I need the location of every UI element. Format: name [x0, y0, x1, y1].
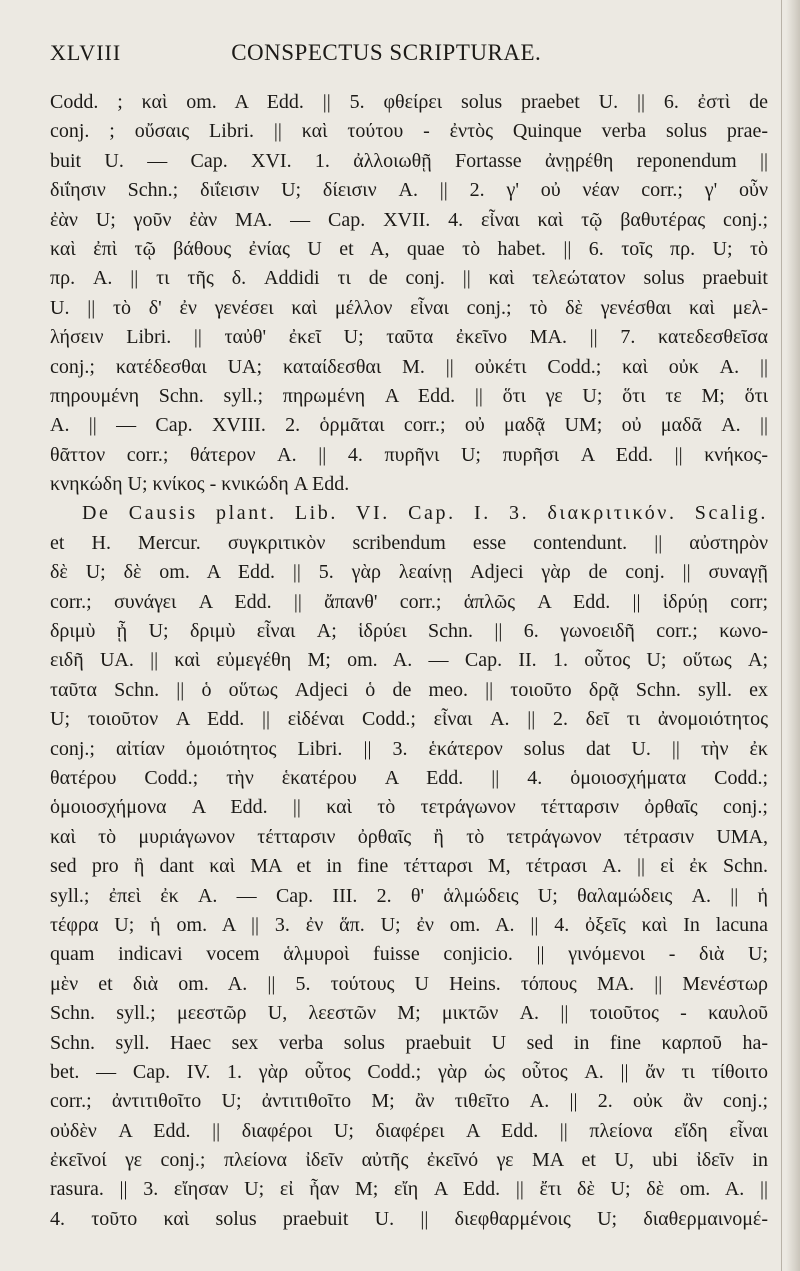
text-line: ἐκεῖνοί γε conj.; πλείονα ἰδεῖν αὐτῆς ἐκεῖνό γε MA et U, ubi ἰδεῖν in — [50, 1149, 768, 1172]
text-line: A. || — Cap. XVIII. 2. ὁρμᾶται corr.; οὐ μαδᾷ UM; οὐ μαδᾶ A. || — [50, 414, 768, 437]
running-title: CONSPECTUS SCRIPTURAE. — [231, 40, 542, 65]
text-line: οὐδὲν A Edd. || διαφέροι U; διαφέρει A Edd. || πλείονα εἴδη εἶναι — [50, 1119, 768, 1142]
text-line: U; τοιοῦτον A Edd. || εἰδέναι Codd.; εἶναι A. || 2. δεῖ τι ἀνομοιότητος — [50, 708, 768, 731]
text-line: ειδῆ UA. || καὶ εὐμεγέθη M; om. A. — Cap. II. 1. οὗτος U; οὕτως A; — [50, 649, 768, 672]
text-line: conj.; κατέδεσθαι UA; καταίδεσθαι M. || οὐκέτι Codd.; καὶ οὐκ A. || — [50, 355, 768, 378]
text-line: quam indicavi vocem ἁλμυροὶ fuisse conjicio. || γινόμενοι - διὰ U; — [50, 943, 768, 966]
text-line: καὶ τὸ μυριάγωνον τέτταρσιν ὀρθαῖς ἢ τὸ τετράγωνον τέτρασιν UMA, — [50, 825, 768, 848]
text-line: κνηκώδη U; κνίκος - κνικώδη A Edd. — [50, 473, 350, 496]
text-line: syll.; ἐπεὶ ἐκ A. — Cap. III. 2. θ' ἁλμώδεις U; θαλαμώδεις A. || ἡ — [50, 884, 768, 907]
text-line: μὲν et διὰ om. A. || 5. τούτους U Heins. τόπους MA. || Μενέστωρ — [50, 972, 768, 995]
text-line: sed pro ἢ dant καὶ MA et in fine τέτταρσι M, τέτρασι A. || εἰ ἐκ Schn. — [50, 855, 768, 878]
text-line: Schn. syll.; μεεστῶρ U, λεεστῶν M; μικτῶν A. || τοιοῦτος - καυλοῦ — [50, 1002, 768, 1025]
text-line: πρ. A. || τι τῆς δ. Addidi τι de conj. || καὶ τελεώτατον solus praebuit — [50, 267, 768, 290]
folio-number: XLVIII — [50, 40, 122, 65]
text-line: corr.; ἀντιτιθοῖτο U; ἀντιτιθοῖτο M; ἂν τιθεῖτο A. || 2. οὐκ ἂν conj.; — [50, 1090, 768, 1113]
text-line: Codd. ; καὶ om. A Edd. || 5. φθείρει solus praebet U. || 6. ἐστὶ de — [50, 91, 768, 113]
text-line: conj.; αἰτίαν ὁμοιότητος Libri. || 3. ἑκάτερον solus dat U. || τὴν ἐκ — [50, 737, 768, 760]
page-edge-shadow — [786, 0, 800, 1271]
text-line: ὁμοιοσχήμονα A Edd. || καὶ τὸ τετράγωνον τέτταρσιν ὀρθαῖς conj.; — [50, 796, 768, 819]
text-line: λήσειν Libri. || ταὐθ' ἐκεῖ U; ταῦτα ἐκεῖνο MA. || 7. κατεδεσθεῖσα — [50, 326, 768, 349]
text-line: θᾶττον corr.; θάτερον A. || 4. πυρῆνι U; πυρῆσι A Edd. || κνήκος- — [50, 443, 768, 466]
text-line: buit U. — Cap. XVI. 1. ἀλλοιωθῇ Fortasse ἀνῃρέθη reponendum || — [50, 149, 768, 172]
text-line: ταῦτα Schn. || ὁ οὕτως Adjeci ὁ de meo. || τοιοῦτο δρᾷ Schn. syll. ex — [50, 678, 768, 701]
text-line: Schn. syll. Haec sex verba solus praebuit U sed in fine καρποῦ ha- — [50, 1031, 768, 1054]
text-line: πηρουμένη Schn. syll.; πηρωμένη A Edd. || ὅτι γε U; ὅτι τε M; ὅτι — [50, 384, 768, 407]
text-line: ἐὰν U; γοῦν ἐὰν MA. — Cap. XVII. 4. εἶναι καὶ τῷ βαθυτέρας conj.; — [50, 208, 768, 231]
text-line: θατέρου Codd.; τὴν ἑκατέρου A Edd. || 4. ὁμοιοσχήματα Codd.; — [50, 766, 768, 789]
page-edge-line — [781, 0, 782, 1271]
text-line: δὲ U; δὲ om. A Edd. || 5. γὰρ λεαίνῃ Adjeci γὰρ de conj. || συναγῇ — [50, 561, 768, 584]
text-line: διΐησιν Schn.; διΐεισιν U; δίεισιν A. || 2. γ' οὐ νέαν corr.; γ' οὖν — [50, 179, 768, 202]
page-header — [50, 40, 770, 74]
text-line: conj. ; οὔσαις Libri. || καὶ τούτου - ἐντὸς Quinque verba solus prae- — [50, 120, 768, 143]
section-heading-line: De Causis plant. Lib. VI. Cap. I. 3. διακριτικόν. Scalig. — [82, 502, 768, 525]
body-text — [50, 88, 768, 1234]
text-line: corr.; συνάγει A Edd. || ἄπανθ' corr.; ἁπλῶς A Edd. || ἱδρύῃ corr; — [50, 590, 768, 613]
text-line: U. || τὸ δ' ἐν γενέσει καὶ μέλλον εἶναι conj.; τὸ δὲ γενέσθαι καὶ μελ- — [50, 296, 768, 319]
text-line: rasura. || 3. εἴησαν U; εἰ ἦαν M; εἴη A Edd. || ἔτι δὲ U; δὲ om. A. || — [50, 1178, 768, 1201]
text-line: καὶ ἐπὶ τῷ βάθους ἐνίας U et A, quae τὸ habet. || 6. τοῖς πρ. U; τὸ — [50, 237, 768, 260]
text-line: et H. Mercur. συγκριτικὸν scribendum esse contendunt. || αὐστηρὸν — [50, 531, 768, 554]
text-line: bet. — Cap. IV. 1. γὰρ οὗτος Codd.; γὰρ ὡς οὗτος A. || ἄν τι τίθοιτο — [50, 1060, 768, 1083]
text-line: δριμὺ ᾖ U; δριμὺ εἶναι A; ἱδρύει Schn. || 6. γωνοειδῆ corr.; κωνο- — [50, 620, 768, 643]
text-line: τέφρα U; ἡ om. A || 3. ἐν ἅπ. U; ἐν om. A. || 4. ὀξεῖς καὶ In lacuna — [50, 913, 768, 936]
text-line: 4. τοῦτο καὶ solus praebuit U. || διεφθαρμένοις U; διαθερμαινομέ- — [50, 1207, 768, 1230]
